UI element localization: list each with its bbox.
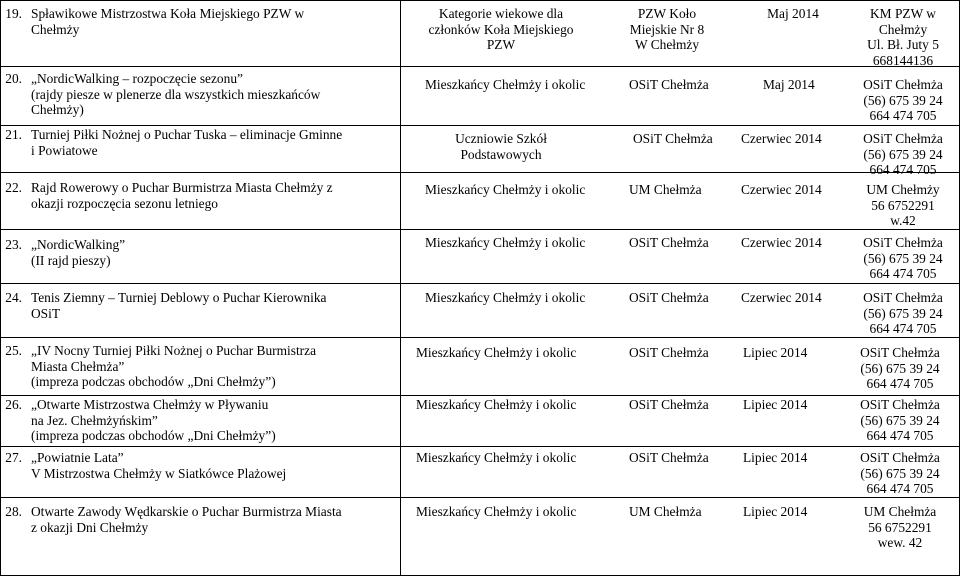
event-row-27 <box>2 450 398 481</box>
event-row-22 <box>2 180 398 211</box>
date-cell: Maj 2014 <box>763 77 815 92</box>
event-title: „Powiatnie Lata” V Mistrzostwa Chełmży w Siatkówce Plażowej <box>31 450 287 481</box>
contact-cell: UM Chełmża 56 6752291 wew. 42 <box>863 504 937 551</box>
organizer-cell: PZW Koło Miejskie Nr 8 W Chełmży <box>629 6 705 53</box>
event-number: 28. <box>5 504 22 519</box>
organizer-cell: OSiT Chełmża <box>629 345 709 360</box>
row-divider <box>1 229 959 230</box>
event-number: 23. <box>5 237 22 252</box>
event-title: „Otwarte Mistrzostwa Chełmży w Pływaniu na Jez. Chełmżyńskim” (impreza podczas obchodów „Dni Chełmży”) <box>31 397 276 444</box>
row-divider <box>1 125 959 126</box>
organizer-cell: OSiT Chełmża <box>629 235 709 250</box>
event-title: „NordicWalking – rozpoczęcie sezonu” (rajdy piesze w plenerze dla wszystkich mieszkańców Chełmży) <box>31 71 321 118</box>
date-cell: Lipiec 2014 <box>743 345 808 360</box>
contact-cell: OSiT Chełmża (56) 675 39 24 664 474 705 <box>860 397 940 444</box>
participants-cell: Mieszkańcy Chełmży i okolic <box>425 290 586 305</box>
organizer-cell: OSiT Chełmża <box>633 131 713 146</box>
participants-cell: Mieszkańcy Chełmży i okolic <box>416 450 577 465</box>
date-cell: Lipiec 2014 <box>743 450 808 465</box>
participants-cell: Mieszkańcy Chełmży i okolic <box>425 77 586 92</box>
row-divider <box>1 497 959 498</box>
event-number: 22. <box>5 180 22 195</box>
event-number: 26. <box>5 397 22 412</box>
contact-cell: OSiT Chełmża (56) 675 39 24 664 474 705 <box>863 131 943 178</box>
event-title: „IV Nocny Turniej Piłki Nożnej o Puchar Burmistrza Miasta Chełmża” (impreza podczas obchodów „Dni Chełmży”) <box>31 343 317 390</box>
table-border-top <box>1 0 959 1</box>
participants-cell: Mieszkańcy Chełmży i okolic <box>416 345 577 360</box>
event-row-23 <box>2 237 398 268</box>
event-row-19 <box>2 6 398 37</box>
event-row-26 <box>2 397 398 444</box>
table-border-left <box>0 0 1 576</box>
event-title: Turniej Piłki Nożnej o Puchar Tuska – eliminacje Gminne i Powiatowe <box>31 127 343 158</box>
event-row-24 <box>2 290 398 321</box>
event-number: 24. <box>5 290 22 305</box>
date-cell: Czerwiec 2014 <box>741 131 822 146</box>
date-cell: Lipiec 2014 <box>743 504 808 519</box>
event-number: 21. <box>5 127 22 142</box>
event-row-25 <box>2 343 398 390</box>
contact-cell: OSiT Chełmża (56) 675 39 24 664 474 705 <box>863 235 943 282</box>
event-number: 25. <box>5 343 22 358</box>
participants-cell: Mieszkańcy Chełmży i okolic <box>425 182 586 197</box>
contact-cell: UM Chełmży 56 6752291 w.42 <box>866 182 940 229</box>
event-title: Spławikowe Mistrzostwa Koła Miejskiego PZW w Chełmży <box>31 6 305 37</box>
organizer-cell: OSiT Chełmża <box>629 450 709 465</box>
date-cell: Maj 2014 <box>767 6 819 21</box>
event-row-21 <box>2 127 398 158</box>
participants-cell: Kategorie wiekowe dla członków Koła Miejskiego PZW <box>428 6 574 53</box>
column-divider <box>400 0 401 576</box>
organizer-cell: UM Chełmża <box>629 504 702 519</box>
date-cell: Czerwiec 2014 <box>741 290 822 305</box>
contact-cell: OSiT Chełmża (56) 675 39 24 664 474 705 <box>860 345 940 392</box>
organizer-cell: OSiT Chełmża <box>629 77 709 92</box>
organizer-cell: OSiT Chełmża <box>629 397 709 412</box>
event-number: 27. <box>5 450 22 465</box>
date-cell: Lipiec 2014 <box>743 397 808 412</box>
event-number: 20. <box>5 71 22 86</box>
date-cell: Czerwiec 2014 <box>741 235 822 250</box>
participants-cell: Mieszkańcy Chełmży i okolic <box>425 235 586 250</box>
contact-cell: OSiT Chełmża (56) 675 39 24 664 474 705 <box>860 450 940 497</box>
organizer-cell: UM Chełmża <box>629 182 702 197</box>
event-title: Otwarte Zawody Wędkarskie o Puchar Burmistrza Miasta z okazji Dni Chełmży <box>31 504 342 535</box>
event-title: „NordicWalking” (II rajd pieszy) <box>31 237 126 268</box>
row-divider <box>1 66 959 67</box>
event-title: Tenis Ziemny – Turniej Deblowy o Puchar Kierownika OSiT <box>31 290 327 321</box>
contact-cell: KM PZW w Chełmży Ul. Bł. Juty 5 668144136 <box>867 6 939 68</box>
participants-cell: Mieszkańcy Chełmży i okolic <box>416 504 577 519</box>
row-divider <box>1 172 959 173</box>
participants-cell: Mieszkańcy Chełmży i okolic <box>416 397 577 412</box>
date-cell: Czerwiec 2014 <box>741 182 822 197</box>
contact-cell: OSiT Chełmża (56) 675 39 24 664 474 705 <box>863 290 943 337</box>
contact-cell: OSiT Chełmża (56) 675 39 24 664 474 705 <box>863 77 943 124</box>
participants-cell: Uczniowie Szkół Podstawowych <box>455 131 547 162</box>
row-divider <box>1 337 959 338</box>
event-row-20 <box>2 71 398 118</box>
row-divider <box>1 446 959 447</box>
row-divider <box>1 283 959 284</box>
event-row-28 <box>2 504 398 535</box>
event-number: 19. <box>5 6 22 21</box>
event-title: Rajd Rowerowy o Puchar Burmistrza Miasta Chełmży z okazji rozpoczęcia sezonu letniego <box>31 180 333 211</box>
row-divider <box>1 395 959 396</box>
organizer-cell: OSiT Chełmża <box>629 290 709 305</box>
